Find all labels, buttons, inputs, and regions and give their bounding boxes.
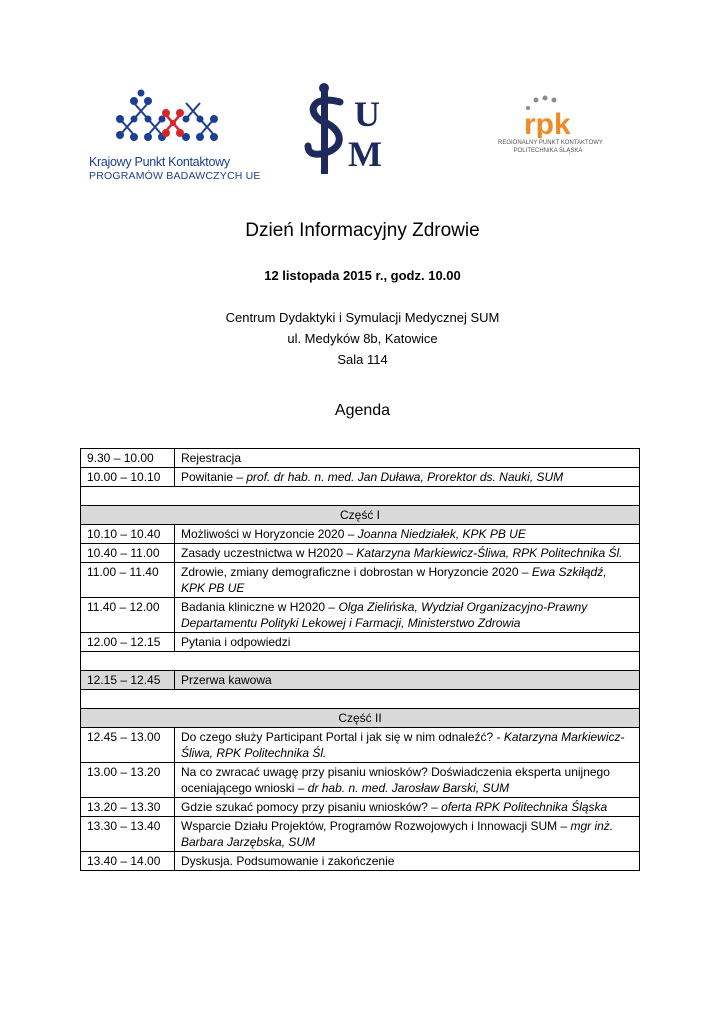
rpk-logo [498,94,603,164]
agenda-row [81,449,640,468]
agenda-item [175,544,640,563]
agenda-topic: Zdrowie, zmiany demograficzne i dobrostan w Horyzoncie 2020 – [181,565,532,579]
agenda-time: 13.00 – 13.20 [81,763,175,798]
agenda-item [175,525,640,544]
agenda-topic: Gdzie szukać pomocy przy pisaniu wniosków? – [181,800,442,814]
event-date: 12 listopada 2015 r., godz. 10.00 [264,268,461,283]
agenda-item [175,763,640,798]
agenda-item [175,817,640,852]
agenda-time: 11.00 – 11.40 [81,563,175,598]
agenda-speaker: mgr inż. Barbara Jarzębska, SUM [181,819,614,849]
section-label: Część I [81,506,640,525]
agenda-topic: Powitanie – [181,470,247,484]
agenda-time: 12.00 – 12.15 [81,633,175,652]
agenda-item [175,598,640,633]
agenda-row [81,763,640,798]
spacer-cell [81,487,640,506]
rpk-emblem-icon [498,94,598,138]
agenda-spacer-row [81,690,640,709]
agenda-topic: Dyskusja. Podsumowanie i zakończenie [181,854,395,868]
agenda-row [81,852,640,871]
agenda-topic: Pytania i odpowiedzi [181,635,291,649]
agenda-speaker: Joanna Niedziałek, KPK PB UE [357,527,526,541]
venue-room: Sala 114 [337,352,388,367]
kpk-name-line2: PROGRAMÓW BADAWCZYCH UE [89,170,261,182]
agenda-time: 12.45 – 13.00 [81,728,175,763]
sum-logo [300,80,410,180]
agenda-speaker: oferta RPK Politechnika Śląska [441,800,608,814]
agenda-time: 10.00 – 10.10 [81,468,175,487]
agenda-time: 13.30 – 13.40 [81,817,175,852]
agenda-item [175,798,640,817]
agenda-spacer-row [81,487,640,506]
kpk-logo [86,85,261,185]
agenda-topic: Badania kliniczne w H2020 – [181,600,339,614]
agenda-row [81,633,640,652]
agenda-row [81,544,640,563]
agenda-topic: Na co zwracać uwagę przy pisaniu wniosków? Doświadczenia eksperta unijnego oceniającego wnioski – [181,765,610,795]
section-label: Część II [81,709,640,728]
spacer-cell [81,652,640,671]
agenda-row [81,468,640,487]
rpk-name-line2: POLITECHNIKA ŚLĄSKA [513,148,583,154]
rpk-mark: rpk [524,108,571,138]
agenda-table [80,448,640,871]
agenda-row [81,817,640,852]
agenda-item [175,852,640,871]
agenda-time: 10.10 – 10.40 [81,525,175,544]
agenda-topic: Do czego służy Participant Portal i jak się w nim odnaleźć? - [181,730,504,744]
spacer-cell [81,690,640,709]
agenda-item [175,563,640,598]
page-title: Dzień Informacyjny Zdrowie [245,220,480,241]
agenda-topic: Rejestracja [181,451,242,465]
agenda-item [175,449,640,468]
agenda-row [81,563,640,598]
agenda-spacer-row [81,652,640,671]
agenda-item [175,728,640,763]
agenda-time: 12.15 – 12.45 [81,671,175,690]
agenda-section-row [81,709,640,728]
venue-name: Centrum Dydaktyki i Symulacji Medycznej SUM [225,310,500,325]
agenda-time: 9.30 – 10.00 [81,449,175,468]
agenda-heading: Agenda [334,402,391,419]
sum-emblem-icon [300,80,410,180]
agenda-topic: Wsparcie Działu Projektów, Programów Rozwojowych i Innowacji SUM – [181,819,571,833]
agenda-topic: Zasady uczestnictwa w H2020 – [181,546,357,560]
agenda-row [81,728,640,763]
kpk-name-line1: Krajowy Punkt Kontaktowy [89,155,230,169]
agenda-row [81,798,640,817]
kpk-emblem-icon [86,85,246,155]
agenda-item [175,671,640,690]
agenda-time: 10.40 – 11.00 [81,544,175,563]
agenda-speaker: Katarzyna Markiewicz-Śliwa, RPK Politechnika Śl. [356,546,623,560]
logo-bar [0,80,725,190]
agenda-item [175,633,640,652]
sum-letter-u: U [354,94,380,134]
agenda-section-row [81,506,640,525]
rpk-name-line1: REGIONALNY PUNKT KONTAKTOWY [498,140,603,146]
agenda-speaker: Olga Zielińska, Wydział Organizacyjno-Prawny Departamentu Polityki Lekowej i Farmacji, Ministerstwo Zdrowia [181,600,588,630]
agenda-speaker: Katarzyna Markiewicz-Śliwa, RPK Politechnika Śl. [181,730,625,760]
venue-address: ul. Medyków 8b, Katowice [287,331,438,346]
agenda-time: 11.40 – 12.00 [81,598,175,633]
agenda-topic: Możliwości w Horyzoncie 2020 – [181,527,358,541]
agenda-topic: Przerwa kawowa [181,673,272,687]
agenda-speaker: prof. dr hab. n. med. Jan Duława, Prorektor ds. Nauki, SUM [246,470,564,484]
agenda-row [81,598,640,633]
agenda-time: 13.20 – 13.30 [81,798,175,817]
agenda-row [81,671,640,690]
agenda-speaker: Ewa Szkiłądź, KPK PB UE [181,565,607,595]
agenda-speaker: dr hab. n. med. Jarosław Barski, SUM [307,781,510,795]
agenda-item [175,468,640,487]
sum-letter-m: M [348,134,382,174]
agenda-row [81,525,640,544]
agenda-time: 13.40 – 14.00 [81,852,175,871]
